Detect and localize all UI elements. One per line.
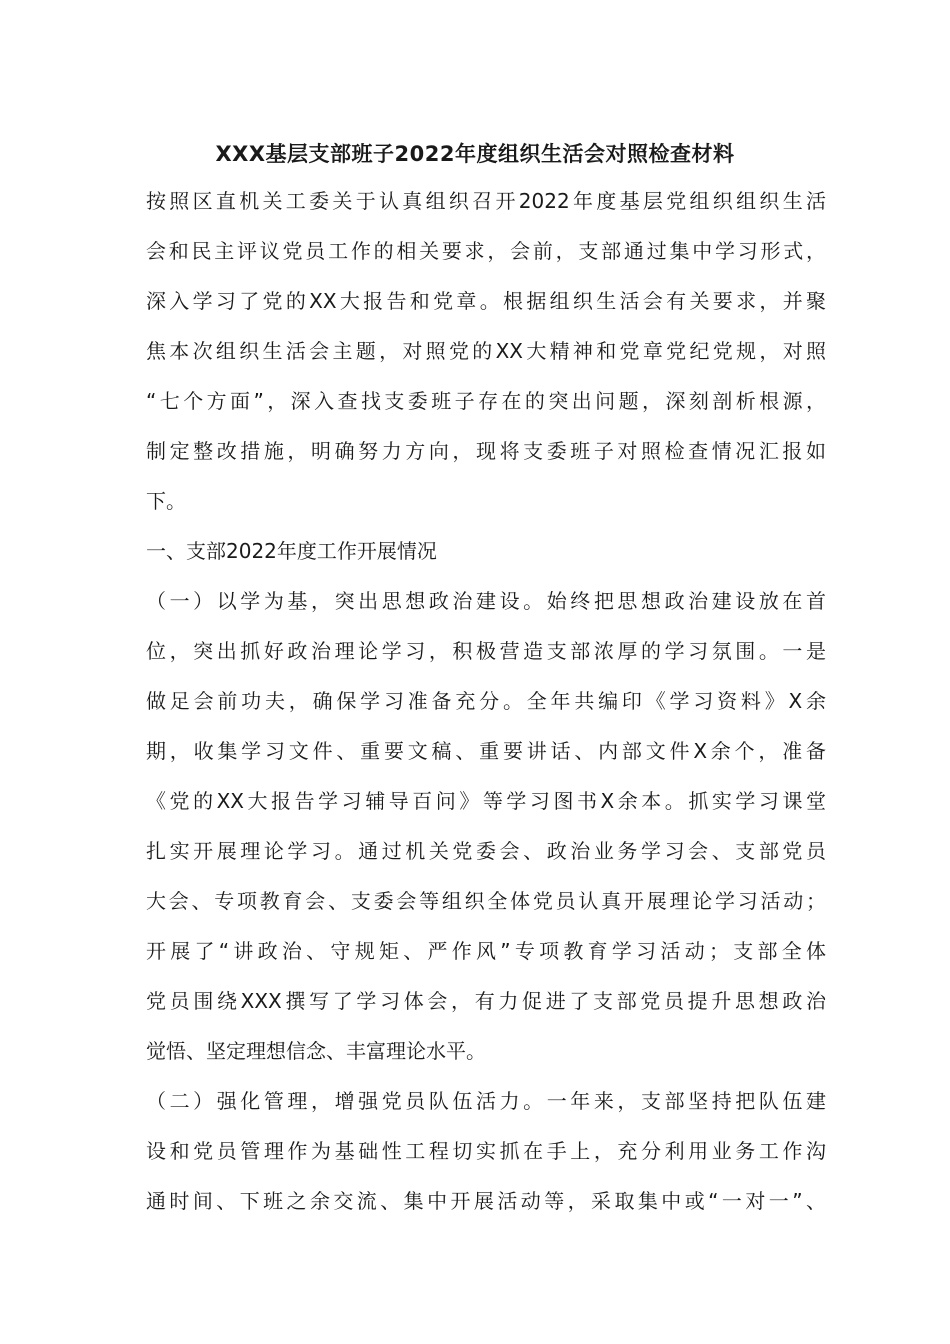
body-line: 做足会前功夫，确保学习准备充分。全年共编印《学习资料》X余 — [146, 689, 826, 713]
body-line: 扎实开展理论学习。通过机关党委会、政治业务学习会、支部党员 — [146, 839, 826, 863]
document-title: XXX基层支部班子2022年度组织生活会对照检查材料 — [215, 142, 735, 166]
body-line: 制定整改措施，明确努力方向，现将支委班子对照检查情况汇报如 — [146, 439, 826, 463]
body-line: 通时间、下班之余交流、集中开展活动等，采取集中或“一对一”、 — [146, 1189, 826, 1213]
body-line: “七个方面”，深入查找支委班子存在的突出问题，深刻剖析根源， — [146, 389, 826, 413]
body-line: 焦本次组织生活会主题，对照党的XX大精神和党章党纪党规，对照 — [146, 339, 826, 363]
body-line: 开展了“讲政治、守规矩、严作风”专项教育学习活动；支部全体 — [146, 939, 826, 963]
body-line: 《党的XX大报告学习辅导百问》等学习图书X余本。抓实学习课堂 — [146, 789, 826, 813]
section-heading: 一、支部2022年度工作开展情况 — [146, 539, 437, 563]
body-line: 会和民主评议党员工作的相关要求，会前，支部通过集中学习形式， — [146, 239, 826, 263]
body-line: 下。 — [146, 489, 186, 513]
body-line: （二）强化管理，增强党员队伍活力。一年来，支部坚持把队伍建 — [146, 1089, 826, 1113]
body-line: 党员围绕XXX撰写了学习体会，有力促进了支部党员提升思想政治 — [146, 989, 826, 1013]
body-line: 期，收集学习文件、重要文稿、重要讲话、内部文件X余个，准备 — [146, 739, 826, 763]
body-line: 按照区直机关工委关于认真组织召开2022年度基层党组织组织生活 — [146, 189, 826, 213]
body-line: 设和党员管理作为基础性工程切实抓在手上，充分利用业务工作沟 — [146, 1139, 826, 1163]
body-line: 大会、专项教育会、支委会等组织全体党员认真开展理论学习活动； — [146, 889, 826, 913]
body-line: 位，突出抓好政治理论学习，积极营造支部浓厚的学习氛围。一是 — [146, 639, 826, 663]
body-line: 觉悟、坚定理想信念、丰富理论水平。 — [146, 1039, 486, 1063]
body-line: 深入学习了党的XX大报告和党章。根据组织生活会有关要求，并聚 — [146, 289, 826, 313]
body-line: （一）以学为基，突出思想政治建设。始终把思想政治建设放在首 — [146, 589, 826, 613]
